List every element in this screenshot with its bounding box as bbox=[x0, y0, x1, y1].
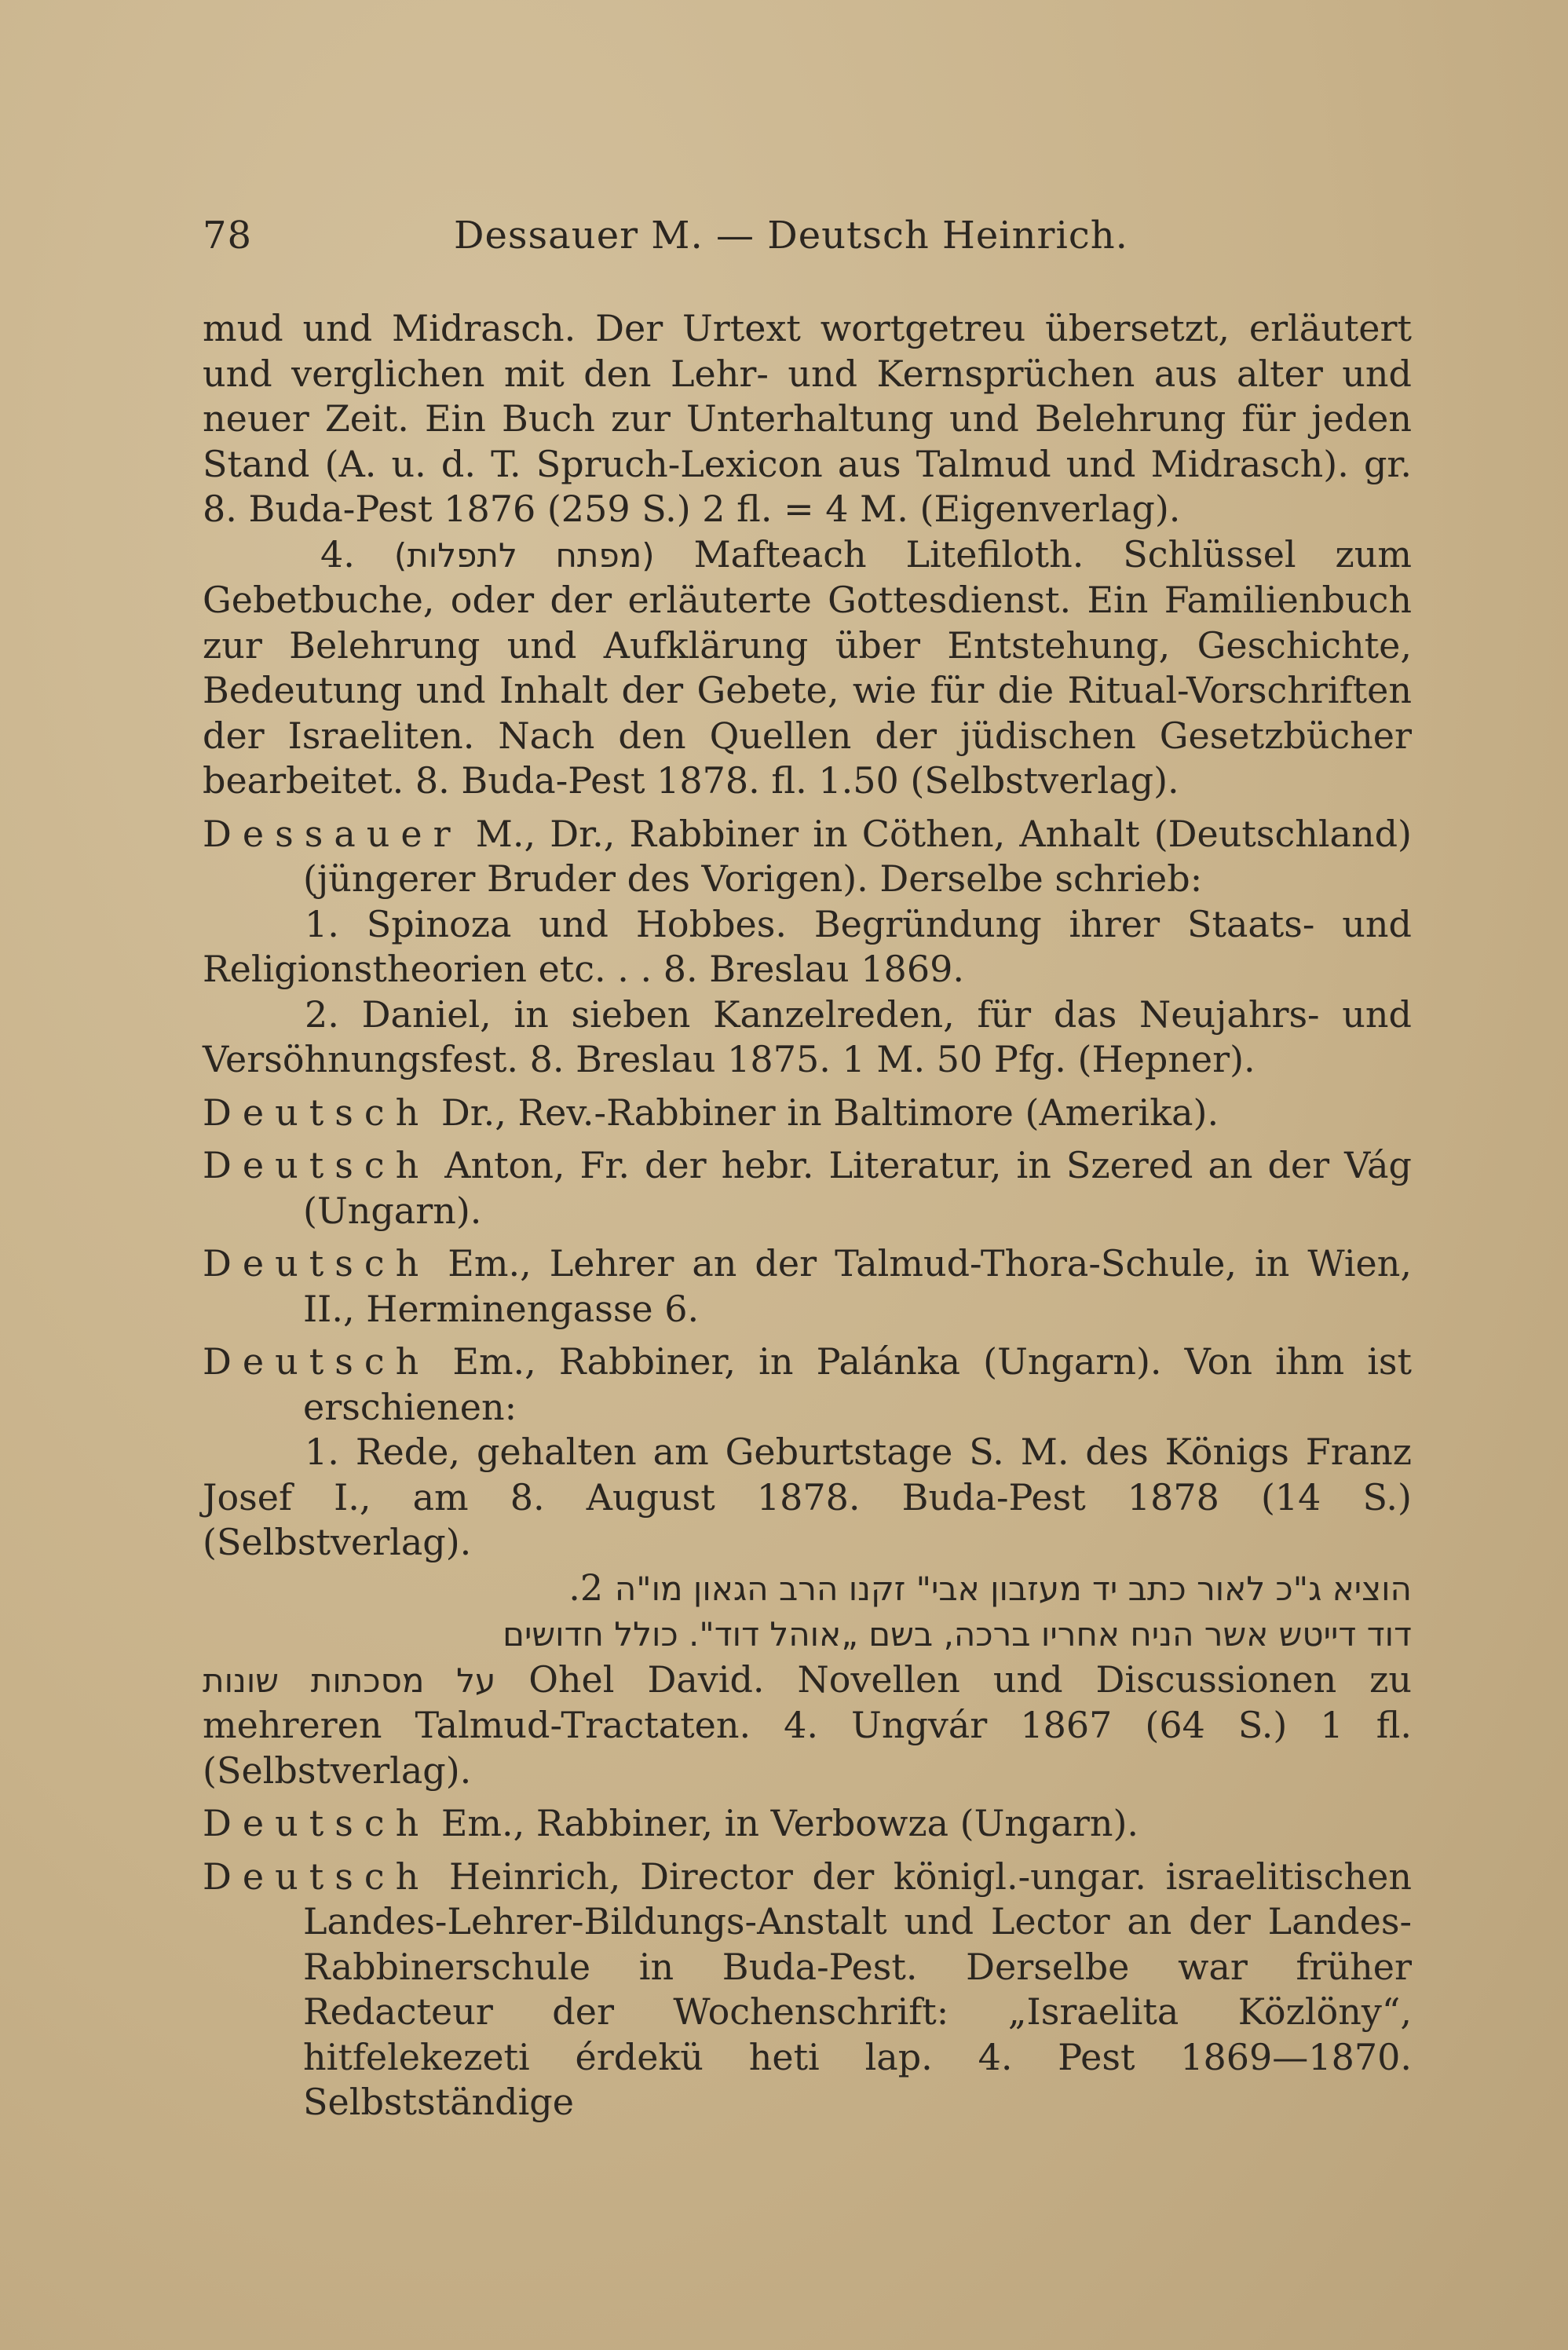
entry-text: Ohel David. Novellen und Discussionen zu mehreren Talmud-Tractaten. 4. Ungvár 1867 (64 S.) 1 fl. (Selbstverlag). bbox=[203, 1657, 1413, 1792]
entry-text: Dr., Rev.-Rabbiner in Baltimore (Amerika). bbox=[440, 1091, 1219, 1134]
hebrew-text: הוציא ג"כ לאור כתב יד מעזבון אבי" זקנו הרב הגאון מו"ה bbox=[614, 1569, 1412, 1608]
hebrew-text: על מסכתות שונות bbox=[203, 1661, 496, 1700]
entry-text: Em., Lehrer an der Talmud-Thora-Schule, in Wien, II., Herminengasse 6. bbox=[303, 1242, 1413, 1330]
entry-name: Dessauer bbox=[203, 812, 462, 855]
entry-text: Anton, Fr. der hebr. Literatur, in Szered an der Vág (Ungarn). bbox=[303, 1144, 1413, 1232]
item-text: Mafteach Litefiloth. Schlüssel zum Gebetbuche, oder der erläuterte Gottesdienst. Ein Familienbuch zur Belehrung und Aufklärung über Entstehung, Geschichte, Bedeutung und Inhalt der Gebete, wie für die Ritual-Vorschriften der Israeliten. Nach den Quellen der jüdischen Gesetzbücher bearbeitet. 8. Buda-Pest 1878. fl. 1.50 (Selbstverlag). bbox=[203, 532, 1413, 802]
hebrew-title: (מפתח לתפלות) bbox=[393, 535, 655, 575]
entry-sub-item: 2. Daniel, in sieben Kanzelreden, für das Neujahrs- und Versöhnungsfest. 8. Breslau 1875. 1 M. 50 Pfg. (Hepner). bbox=[203, 992, 1412, 1080]
hebrew-text: דוד דייטש אשר הניח אחריו ברכה, בשם „אוהל דוד". כולל חדושים bbox=[503, 1615, 1412, 1654]
entry-sub-item: 1. Spinoza und Hobbes. Begründung ihrer Staats- und Religionstheorien etc. . . 8. Breslau 1869. bbox=[203, 902, 1412, 990]
entry-name: Deutsch bbox=[203, 1242, 430, 1285]
entry-text: Em., Rabbiner, in Palánka (Ungarn). Von ihm ist erschienen: bbox=[303, 1340, 1413, 1428]
entry-deutsch-em-palanka bbox=[203, 1339, 1412, 1430]
running-header bbox=[203, 214, 1396, 258]
entry-deutsch-dr bbox=[203, 1091, 1412, 1136]
entry-deutsch-anton bbox=[203, 1143, 1412, 1233]
entry-sub-item-hebrew bbox=[203, 1566, 1412, 1794]
paragraph-continuation: mud und Midrasch. Der Urtext wortgetreu übersetzt, erläutert und verglichen mit den Lehr- und Kernsprüchen aus alter und neuer Zeit. Ein Buch zur Unterhaltung und Belehrung für jeden Stand (A. u. d. T. Spruch-Lexicon aus Talmud und Midrasch). gr. 8. Buda-Pest 1876 (259 S.) 2 fl. = 4 M. (Eigenverlag). bbox=[203, 307, 1412, 530]
hebrew-line bbox=[203, 1611, 1412, 1657]
hebrew-line bbox=[203, 1566, 1412, 1612]
entry-deutsch-heinrich bbox=[203, 1855, 1412, 2125]
page-number: 78 bbox=[203, 214, 253, 258]
entry-dessauer bbox=[203, 812, 1412, 902]
entry-name: Deutsch bbox=[203, 1144, 430, 1186]
item-number: 2. bbox=[568, 1566, 604, 1609]
entry-name: Deutsch bbox=[203, 1340, 430, 1383]
paragraph-item-4 bbox=[203, 532, 1412, 804]
entry-text: M., Dr., Rabbiner in Cöthen, Anhalt (Deutschland) (jüngerer Bruder des Vorigen). Derselbe schrieb: bbox=[303, 812, 1413, 900]
entry-name: Deutsch bbox=[203, 1802, 430, 1844]
item-number: 4. bbox=[320, 532, 355, 576]
entry-text: Em., Rabbiner, in Verbowza (Ungarn). bbox=[440, 1802, 1139, 1844]
entry-deutsch-em-wien bbox=[203, 1241, 1412, 1332]
entry-sub-item: 1. Rede, gehalten am Geburtstage S. M. des Königs Franz Josef I., am 8. August 1878. Buda-Pest 1878 (14 S.) (Selbstverlag). bbox=[203, 1431, 1412, 1563]
running-title: Dessauer M. — Deutsch Heinrich. bbox=[454, 214, 1128, 258]
body-text bbox=[203, 306, 1412, 2125]
entry-text: Heinrich, Director der königl.-ungar. israelitischen Landes-Lehrer-Bildungs-Anstalt und Lector an der Landes-Rabbinerschule in Buda-Pest. Derselbe war früher Redacteur der Wochenschrift: „Israelita Közlöny“, hitfelekezeti érdekü heti lap. 4. Pest 1869—1870. Selbstständige bbox=[303, 1855, 1412, 2123]
mixed-line bbox=[203, 1657, 1412, 1794]
entry-name: Deutsch bbox=[203, 1091, 430, 1134]
entry-name: Deutsch bbox=[203, 1855, 430, 1898]
entry-deutsch-em-verbowza bbox=[203, 1801, 1412, 1847]
